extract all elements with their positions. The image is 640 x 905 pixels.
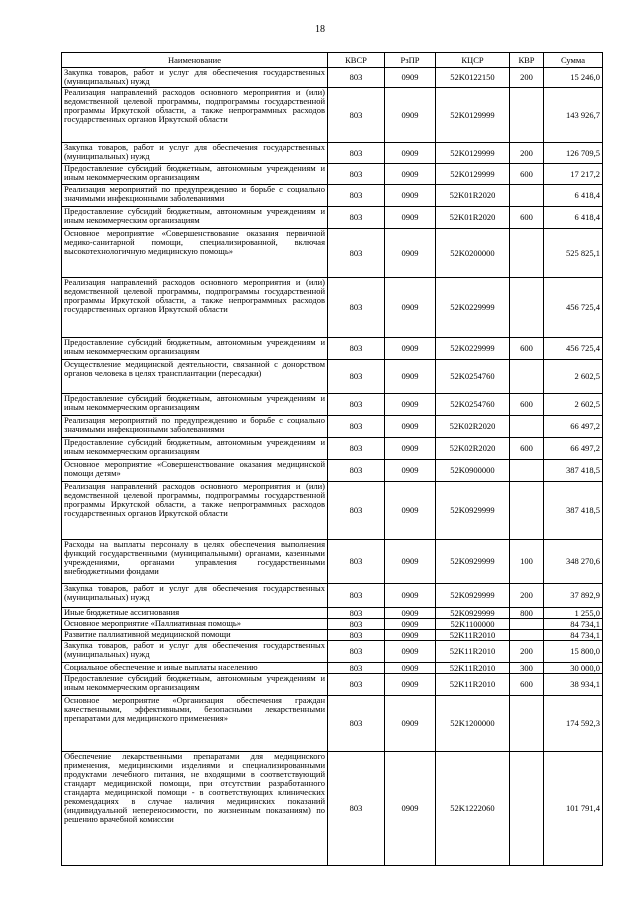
row-sum: 15 800,0	[544, 641, 603, 663]
row-kcsr: 52K0929999	[436, 482, 510, 540]
table-row	[62, 278, 603, 338]
row-kvr: 600	[510, 674, 544, 696]
row-sum: 37 892,9	[544, 584, 603, 608]
row-rzpr: 0909	[385, 278, 436, 338]
row-rzpr: 0909	[385, 88, 436, 143]
row-kcsr: 52K0929999	[436, 540, 510, 584]
budget-table	[61, 52, 603, 866]
table-row	[62, 143, 603, 164]
row-kvsr: 803	[328, 619, 385, 630]
table-row	[62, 229, 603, 278]
row-kvsr: 803	[328, 394, 385, 416]
row-rzpr: 0909	[385, 696, 436, 752]
row-rzpr: 0909	[385, 164, 436, 185]
row-name: Реализация мероприятий по предупреждению и борьбе с социально значимыми инфекционными заболеваниями	[62, 416, 328, 438]
row-kcsr: 52K0122150	[436, 68, 510, 88]
table-row	[62, 207, 603, 229]
row-kvsr: 803	[328, 663, 385, 674]
row-kcsr: 52K1200000	[436, 696, 510, 752]
row-kvr	[510, 185, 544, 207]
table-row	[62, 482, 603, 540]
header-kvr: КВР	[510, 53, 544, 68]
row-rzpr: 0909	[385, 482, 436, 540]
row-rzpr: 0909	[385, 752, 436, 866]
table-row	[62, 584, 603, 608]
row-kcsr: 52K11R2010	[436, 674, 510, 696]
row-rzpr: 0909	[385, 394, 436, 416]
row-rzpr: 0909	[385, 540, 436, 584]
row-name: Расходы на выплаты персоналу в целях обеспечения выполнения функций государственными (муниципальными) органами, казенными учреждениями, органами управления государственными внебюджетными фондами	[62, 540, 328, 584]
row-rzpr: 0909	[385, 360, 436, 394]
row-name: Предоставление субсидий бюджетным, автономным учреждениям и иным некоммерческим организациям	[62, 338, 328, 360]
row-kcsr: 52K0200000	[436, 229, 510, 278]
row-kvr: 800	[510, 608, 544, 619]
row-kvsr: 803	[328, 630, 385, 641]
table-header-row	[62, 53, 603, 68]
row-kvr	[510, 630, 544, 641]
row-name: Основное мероприятие «Организация обеспечения граждан качественными, эффективными, безопасными лекарственными препаратами для медицинского применения»	[62, 696, 328, 752]
row-sum: 387 418,5	[544, 482, 603, 540]
row-kvsr: 803	[328, 460, 385, 482]
row-kcsr: 52K11R2010	[436, 630, 510, 641]
row-sum: 6 418,4	[544, 207, 603, 229]
row-rzpr: 0909	[385, 438, 436, 460]
row-kcsr: 52K0254760	[436, 394, 510, 416]
row-kcsr: 52K02R2020	[436, 416, 510, 438]
table-row	[62, 663, 603, 674]
table-row	[62, 360, 603, 394]
row-kvr	[510, 416, 544, 438]
row-kvr: 600	[510, 438, 544, 460]
row-kcsr: 52K01R2020	[436, 207, 510, 229]
row-rzpr: 0909	[385, 143, 436, 164]
row-kvsr: 803	[328, 584, 385, 608]
page-number: 18	[315, 24, 325, 35]
row-kvsr: 803	[328, 416, 385, 438]
row-kvsr: 803	[328, 164, 385, 185]
row-kcsr: 52K01R2020	[436, 185, 510, 207]
row-kvsr: 803	[328, 752, 385, 866]
table-row	[62, 394, 603, 416]
row-kcsr: 52K0129999	[436, 143, 510, 164]
table-row	[62, 619, 603, 630]
row-sum: 2 602,5	[544, 394, 603, 416]
row-kcsr: 52K1100000	[436, 619, 510, 630]
row-name: Реализация направлений расходов основного мероприятия и (или) ведомственной целевой программы, подпрограммы государственной программы Иркутской области, а также непрограммных расходов государственных органов Иркутской области	[62, 482, 328, 540]
table-row	[62, 641, 603, 663]
table-row	[62, 438, 603, 460]
row-name: Реализация направлений расходов основного мероприятия и (или) ведомственной целевой программы, подпрограммы государственной программы Иркутской области, а также непрограммных расходов государственных органов Иркутской области	[62, 88, 328, 143]
row-name: Закупка товаров, работ и услуг для обеспечения государственных (муниципальных) нужд	[62, 143, 328, 164]
row-sum: 15 246,0	[544, 68, 603, 88]
table-row	[62, 460, 603, 482]
row-kvsr: 803	[328, 185, 385, 207]
row-sum: 143 926,7	[544, 88, 603, 143]
table-row	[62, 185, 603, 207]
row-sum: 101 791,4	[544, 752, 603, 866]
row-sum: 66 497,2	[544, 438, 603, 460]
row-kvsr: 803	[328, 696, 385, 752]
row-kvr	[510, 482, 544, 540]
row-kvr: 200	[510, 584, 544, 608]
row-kvr: 200	[510, 143, 544, 164]
table-row	[62, 164, 603, 185]
row-sum: 348 270,6	[544, 540, 603, 584]
row-sum: 126 709,5	[544, 143, 603, 164]
row-rzpr: 0909	[385, 630, 436, 641]
row-kvr: 300	[510, 663, 544, 674]
row-kvsr: 803	[328, 482, 385, 540]
row-name: Основное мероприятие «Совершенствование оказания медицинской помощи детям»	[62, 460, 328, 482]
row-kvr: 600	[510, 164, 544, 185]
row-rzpr: 0909	[385, 641, 436, 663]
header-kvsr: КВСР	[328, 53, 385, 68]
row-sum: 30 000,0	[544, 663, 603, 674]
row-name: Развитие паллиативной медицинской помощи	[62, 630, 328, 641]
row-kcsr: 52K1222060	[436, 752, 510, 866]
table-body	[62, 68, 603, 866]
row-kvr: 600	[510, 338, 544, 360]
row-kvr	[510, 229, 544, 278]
row-kcsr: 52K0129999	[436, 164, 510, 185]
row-name: Предоставление субсидий бюджетным, автономным учреждениям и иным некоммерческим организациям	[62, 207, 328, 229]
row-sum: 525 825,1	[544, 229, 603, 278]
row-kvsr: 803	[328, 229, 385, 278]
row-kvsr: 803	[328, 438, 385, 460]
row-kvr	[510, 360, 544, 394]
row-name: Основное мероприятие «Паллиативная помощь»	[62, 619, 328, 630]
row-kvsr: 803	[328, 360, 385, 394]
row-rzpr: 0909	[385, 674, 436, 696]
table-row	[62, 696, 603, 752]
row-rzpr: 0909	[385, 207, 436, 229]
row-name: Предоставление субсидий бюджетным, автономным учреждениям и иным некоммерческим организациям	[62, 394, 328, 416]
row-kcsr: 52K11R2010	[436, 641, 510, 663]
row-name: Социальное обеспечение и иные выплаты населению	[62, 663, 328, 674]
row-kvr	[510, 460, 544, 482]
row-kvr: 600	[510, 207, 544, 229]
row-rzpr: 0909	[385, 185, 436, 207]
table-row	[62, 68, 603, 88]
table-row	[62, 416, 603, 438]
row-kvr	[510, 619, 544, 630]
row-kvr	[510, 278, 544, 338]
table-row	[62, 338, 603, 360]
row-name: Закупка товаров, работ и услуг для обеспечения государственных (муниципальных) нужд	[62, 641, 328, 663]
header-rzpr: РзПР	[385, 53, 436, 68]
header-kcsr: КЦСР	[436, 53, 510, 68]
row-name: Осуществление медицинской деятельности, связанной с донорством органов человека в целях трансплантации (пересадки)	[62, 360, 328, 394]
row-name: Закупка товаров, работ и услуг для обеспечения государственных (муниципальных) нужд	[62, 584, 328, 608]
row-kvr	[510, 752, 544, 866]
row-kvsr: 803	[328, 278, 385, 338]
row-kvr: 200	[510, 68, 544, 88]
row-sum: 2 602,5	[544, 360, 603, 394]
row-kvr	[510, 88, 544, 143]
row-kvr	[510, 696, 544, 752]
row-kvr: 100	[510, 540, 544, 584]
header-name: Наименование	[62, 53, 328, 68]
header-sum: Сумма	[544, 53, 603, 68]
row-name: Основное мероприятие «Совершенствование оказания первичной медико-санитарной помощи, специализированной, включая высокотехнологичную медицинскую помощь»	[62, 229, 328, 278]
row-kcsr: 52K02R2020	[436, 438, 510, 460]
row-rzpr: 0909	[385, 338, 436, 360]
row-sum: 456 725,4	[544, 338, 603, 360]
row-sum: 456 725,4	[544, 278, 603, 338]
row-kvsr: 803	[328, 68, 385, 88]
row-kcsr: 52K11R2010	[436, 663, 510, 674]
row-rzpr: 0909	[385, 229, 436, 278]
row-sum: 66 497,2	[544, 416, 603, 438]
row-kvsr: 803	[328, 608, 385, 619]
table-row	[62, 540, 603, 584]
row-sum: 6 418,4	[544, 185, 603, 207]
row-rzpr: 0909	[385, 68, 436, 88]
row-rzpr: 0909	[385, 584, 436, 608]
row-name: Предоставление субсидий бюджетным, автономным учреждениям и иным некоммерческим организациям	[62, 164, 328, 185]
row-rzpr: 0909	[385, 663, 436, 674]
row-kcsr: 52K0129999	[436, 88, 510, 143]
row-kvsr: 803	[328, 540, 385, 584]
row-kvr: 200	[510, 641, 544, 663]
table-row	[62, 608, 603, 619]
row-sum: 387 418,5	[544, 460, 603, 482]
row-kcsr: 52K0929999	[436, 608, 510, 619]
row-name: Реализация мероприятий по предупреждению и борьбе с социально значимыми инфекционными заболеваниями	[62, 185, 328, 207]
table-row	[62, 88, 603, 143]
row-sum: 38 934,1	[544, 674, 603, 696]
row-name: Обеспечение лекарственными препаратами для медицинского применения, медицинскими изделиями и специализированными продуктами лечебного питания, не входящими в соответствующий стандарт медицинской помощи, при отсутствии разработанного стандарта медицинской помощи - в соответствующих клинических рекомендациях в случае наличия медицинских показаний (индивидуальной непереносимости, по жизненным показаниям) по решению врачебной комиссии	[62, 752, 328, 866]
row-sum: 174 592,3	[544, 696, 603, 752]
table-row	[62, 674, 603, 696]
row-name: Реализация направлений расходов основного мероприятия и (или) ведомственной целевой программы, подпрограммы государственной программы Иркутской области, а также непрограммных расходов государственных органов Иркутской области	[62, 278, 328, 338]
row-kcsr: 52K0900000	[436, 460, 510, 482]
row-kvsr: 803	[328, 338, 385, 360]
row-kcsr: 52K0929999	[436, 584, 510, 608]
row-kcsr: 52K0254760	[436, 360, 510, 394]
row-sum: 84 734,1	[544, 619, 603, 630]
row-sum: 17 217,2	[544, 164, 603, 185]
row-sum: 1 255,0	[544, 608, 603, 619]
row-kvsr: 803	[328, 674, 385, 696]
row-kvsr: 803	[328, 143, 385, 164]
row-sum: 84 734,1	[544, 630, 603, 641]
row-name: Иные бюджетные ассигнования	[62, 608, 328, 619]
row-rzpr: 0909	[385, 460, 436, 482]
row-kvsr: 803	[328, 207, 385, 229]
table-row	[62, 752, 603, 866]
row-kcsr: 52K0229999	[436, 278, 510, 338]
row-name: Предоставление субсидий бюджетным, автономным учреждениям и иным некоммерческим организациям	[62, 674, 328, 696]
row-name: Предоставление субсидий бюджетным, автономным учреждениям и иным некоммерческим организациям	[62, 438, 328, 460]
row-rzpr: 0909	[385, 608, 436, 619]
row-kcsr: 52K0229999	[436, 338, 510, 360]
table-row	[62, 630, 603, 641]
row-rzpr: 0909	[385, 619, 436, 630]
row-kvsr: 803	[328, 641, 385, 663]
row-rzpr: 0909	[385, 416, 436, 438]
row-kvsr: 803	[328, 88, 385, 143]
row-kvr: 600	[510, 394, 544, 416]
row-name: Закупка товаров, работ и услуг для обеспечения государственных (муниципальных) нужд	[62, 68, 328, 88]
